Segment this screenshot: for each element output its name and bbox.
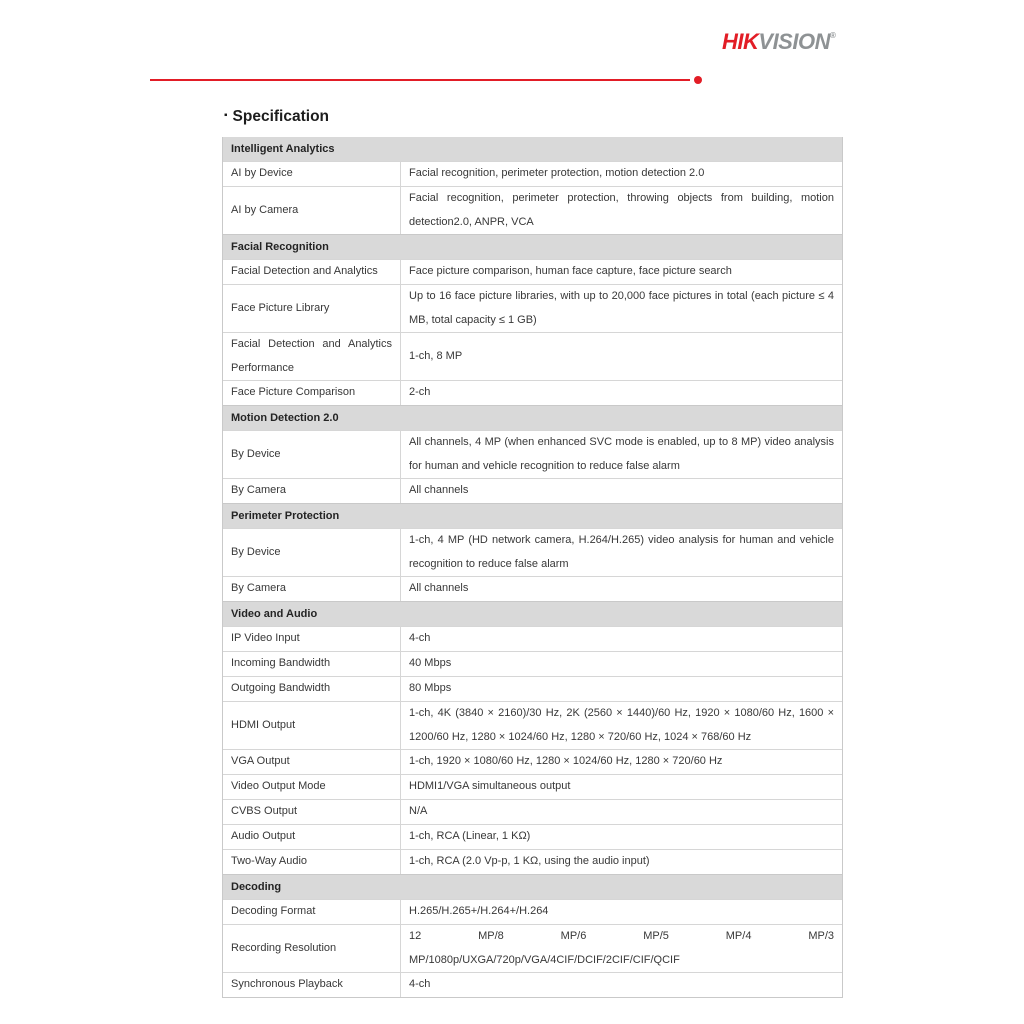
spec-label (223, 479, 401, 503)
spec-value (401, 677, 842, 701)
spec-value-text: 1-ch, RCA (Linear, 1 KΩ) (409, 830, 531, 843)
table-row (223, 284, 842, 332)
spec-value (401, 431, 842, 478)
spec-label-text: AI by Device (231, 167, 293, 180)
spec-label-text: IP Video Input (231, 632, 300, 645)
spec-label (223, 652, 401, 676)
spec-label (223, 750, 401, 774)
table-row (223, 576, 842, 601)
spec-value (401, 825, 842, 849)
table-row (223, 161, 842, 186)
spec-label (223, 800, 401, 824)
spec-value (401, 750, 842, 774)
table-row (223, 774, 842, 799)
spec-label-text: Video Output Mode (231, 780, 326, 793)
spec-label-text: AI by Camera (231, 203, 299, 216)
spec-label-text: Audio Output (231, 830, 296, 843)
spec-value (401, 652, 842, 676)
spec-label (223, 162, 401, 186)
section-header-label: Perimeter Protection (231, 510, 340, 522)
spec-value-text: 1-ch, 1920 × 1080/60 Hz, 1280 × 1024/60 Hz, 1280 × 720/60 Hz (409, 755, 723, 768)
spec-label (223, 825, 401, 849)
spec-value-text: N/A (409, 805, 428, 818)
spec-value (401, 627, 842, 651)
table-row (223, 676, 842, 701)
section-header (223, 601, 842, 626)
table-row (223, 924, 842, 972)
spec-value-text: 12 MP/8 MP/6 MP/5 MP/4 MP/3 MP/1080p/UXGA/720p/VGA/4CIF/DCIF/2CIF/CIF/QCIF (409, 930, 834, 966)
spec-value-text: All channels, 4 MP (when enhanced SVC mode is enabled, up to 8 MP) video analysis for human and vehicle recognition to reduce false alarm (409, 436, 834, 472)
table-row (223, 824, 842, 849)
spec-value (401, 187, 842, 234)
table-row (223, 186, 842, 234)
logo-vision-text: VISION (758, 29, 830, 54)
spec-label-text: Decoding Format (231, 905, 316, 918)
section-header (223, 405, 842, 430)
table-row (223, 478, 842, 503)
page-title (224, 108, 329, 126)
spec-label-text: By Camera (231, 582, 287, 595)
title-bullet-icon: ▪ (224, 110, 228, 121)
spec-label-text: Outgoing Bandwidth (231, 682, 331, 695)
spec-label (223, 900, 401, 924)
spec-value-text: All channels (409, 484, 469, 497)
spec-label-text: HDMI Output (231, 718, 296, 731)
spec-value-text: H.265/H.265+/H.264+/H.264 (409, 905, 549, 918)
table-row (223, 259, 842, 284)
table-row (223, 332, 842, 380)
spec-label (223, 677, 401, 701)
spec-label-text: Synchronous Playback (231, 978, 343, 991)
spec-label-text: By Device (231, 545, 281, 558)
table-row (223, 651, 842, 676)
table-row (223, 380, 842, 405)
section-header-label: Video and Audio (231, 608, 318, 620)
spec-value-text: HDMI1/VGA simultaneous output (409, 780, 571, 793)
spec-value (401, 529, 842, 576)
section-header-label: Motion Detection 2.0 (231, 412, 339, 424)
spec-label-text: Recording Resolution (231, 941, 337, 954)
spec-label-text: Facial Detection and Analytics Performance (231, 338, 392, 374)
spec-label-text: By Camera (231, 484, 287, 497)
table-row (223, 701, 842, 749)
spec-label-text: By Device (231, 447, 281, 460)
spec-value-text: Facial recognition, perimeter protection, motion detection 2.0 (409, 167, 705, 180)
spec-table (222, 137, 843, 998)
registered-trademark-icon: ® (829, 31, 836, 40)
spec-label (223, 775, 401, 799)
spec-value-text: 1-ch, 4 MP (HD network camera, H.264/H.265) video analysis for human and vehicle recognition to reduce false alarm (409, 534, 834, 570)
spec-value (401, 900, 842, 924)
spec-value (401, 333, 842, 380)
table-row (223, 899, 842, 924)
spec-label-text: Two-Way Audio (231, 855, 308, 868)
spec-label-text: Face Picture Library (231, 301, 330, 314)
spec-value (401, 479, 842, 503)
table-row (223, 528, 842, 576)
table-row (223, 430, 842, 478)
logo-hik-text: HIK (722, 29, 759, 54)
spec-value-text: 4-ch (409, 978, 431, 991)
section-header-label: Decoding (231, 881, 282, 893)
spec-value-text: All channels (409, 582, 469, 595)
spec-value-text: Up to 16 face picture libraries, with up to 20,000 face pictures in total (each picture ≤ 4 MB, total capacity ≤ 1 GB) (409, 290, 834, 326)
spec-value (401, 775, 842, 799)
header-rule (150, 79, 690, 81)
spec-label (223, 577, 401, 601)
spec-label (223, 925, 401, 972)
spec-value (401, 577, 842, 601)
spec-label (223, 702, 401, 749)
spec-label (223, 381, 401, 405)
spec-value (401, 162, 842, 186)
table-row (223, 849, 842, 874)
spec-label (223, 333, 401, 380)
spec-value-text: 2-ch (409, 386, 431, 399)
spec-value (401, 702, 842, 749)
table-row (223, 972, 842, 997)
spec-label (223, 529, 401, 576)
spec-value (401, 285, 842, 332)
spec-value (401, 800, 842, 824)
spec-value (401, 973, 842, 997)
spec-label-text: Incoming Bandwidth (231, 657, 331, 670)
section-header-label: Facial Recognition (231, 241, 329, 253)
section-header (223, 503, 842, 528)
spec-label (223, 260, 401, 284)
spec-label (223, 850, 401, 874)
section-header (223, 874, 842, 899)
spec-label-text: CVBS Output (231, 805, 298, 818)
hikvision-logo (722, 29, 836, 55)
spec-value-text: 1-ch, RCA (2.0 Vp-p, 1 KΩ, using the audio input) (409, 855, 650, 868)
spec-value-text: 1-ch, 4K (3840 × 2160)/30 Hz, 2K (2560 × 1440)/60 Hz, 1920 × 1080/60 Hz, 1600 × 1200/60 Hz, 1280 × 1024/60 Hz, 1280 × 720/60 Hz, 1024 × 768/60 Hz (409, 707, 834, 743)
spec-label-text: Face Picture Comparison (231, 386, 356, 399)
spec-value-text: 80 Mbps (409, 682, 452, 695)
spec-value-text: Facial recognition, perimeter protection, throwing objects from building, motion detection2.0, ANPR, VCA (409, 192, 834, 228)
spec-value-text: Face picture comparison, human face capture, face picture search (409, 265, 732, 278)
page-title-text: Specification (232, 108, 330, 125)
section-header (223, 234, 842, 259)
spec-label (223, 627, 401, 651)
section-header (223, 137, 842, 161)
spec-label-text: VGA Output (231, 755, 290, 768)
header-rule-dot (694, 76, 702, 84)
spec-label (223, 285, 401, 332)
spec-value-text: 4-ch (409, 632, 431, 645)
table-row (223, 799, 842, 824)
spec-label-text: Facial Detection and Analytics (231, 265, 378, 278)
section-header-label: Intelligent Analytics (231, 143, 335, 155)
spec-value (401, 260, 842, 284)
spec-value-text: 40 Mbps (409, 657, 452, 670)
table-row (223, 626, 842, 651)
table-row (223, 749, 842, 774)
spec-value (401, 381, 842, 405)
spec-label (223, 973, 401, 997)
spec-value (401, 925, 842, 972)
spec-label (223, 431, 401, 478)
spec-label (223, 187, 401, 234)
spec-value-text: 1-ch, 8 MP (409, 349, 463, 362)
spec-value (401, 850, 842, 874)
